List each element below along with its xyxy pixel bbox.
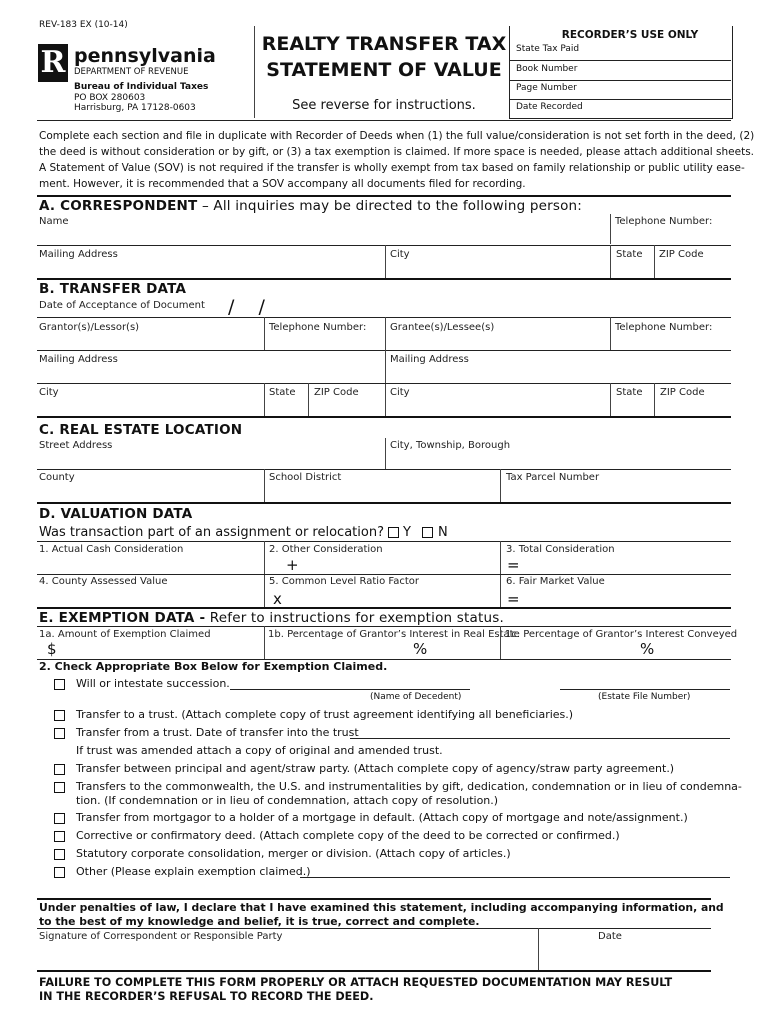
mortgagor-checkbox[interactable]: [54, 813, 65, 824]
fair-market-value-field[interactable]: 6. Fair Market Value: [506, 576, 605, 587]
section-c-title: C. REAL ESTATE LOCATION: [39, 422, 243, 438]
transfer-from-trust-checkbox[interactable]: [54, 728, 65, 739]
correspondent-zip-field[interactable]: ZIP Code: [659, 249, 704, 260]
total-consideration-field[interactable]: 3. Total Consideration: [506, 544, 615, 555]
declaration-statement: Under penalties of law, I declare that I have examined this statement, including accompanying information, and to the best of my knowledge and belief, it is true, correct and complete.: [39, 901, 724, 928]
title-line1: REALTY TRANSFER TAX: [261, 33, 507, 55]
grantor-mailing-field[interactable]: Mailing Address: [39, 354, 118, 365]
assignment-yes-label: Y: [403, 525, 411, 540]
will-succession-checkbox[interactable]: [54, 679, 65, 690]
assignment-no-checkbox[interactable]: [422, 527, 433, 538]
instructions-paragraph: Complete each section and file in duplicate with Recorder of Deeds when (1) the full value/consideration is not set forth in the deed, (2) the deed is without consideration or by gift, or (3) a tax exemption is claimed. If more space is needed, please attach additional sheets. A Statement of Value (SOV) is not required if the transfer is wholly exempt from tax based on family relationship or public utility ease- ment. However, it is recommended that a SOV accompany all documents filed for recording.: [39, 130, 755, 190]
assignment-yes-checkbox[interactable]: [388, 527, 399, 538]
decedent-caption: (Name of Decedent): [370, 692, 462, 702]
mortgagor-label: Transfer from mortgagor to a holder of a mortgage in default. (Attach copy of mortgage and note/assignment.): [76, 811, 688, 824]
equals-sign-total: =: [507, 556, 520, 574]
transfer-to-trust-label: Transfer to a trust. (Attach complete copy of trust agreement identifying all beneficiaries.): [76, 708, 574, 721]
recorders-use-heading: RECORDER’S USE ONLY: [561, 29, 699, 41]
date-recorded-field[interactable]: Date Recorded: [516, 102, 583, 112]
decedent-name-line[interactable]: [230, 689, 470, 690]
title-line2: STATEMENT OF VALUE: [266, 59, 502, 81]
transfer-from-trust-label: Transfer from a trust. Date of transfer into the trust: [76, 726, 359, 739]
dollar-sign: $: [47, 640, 57, 658]
times-sign: x: [273, 590, 282, 608]
statutory-corporate-checkbox[interactable]: [54, 849, 65, 860]
assignment-no-label: N: [438, 525, 448, 540]
equals-sign-market: =: [507, 590, 520, 608]
commonwealth-checkbox[interactable]: [54, 782, 65, 793]
po-box: PO BOX 280603: [74, 93, 146, 103]
correspondent-telephone-field[interactable]: Telephone Number:: [615, 216, 713, 227]
signature-date-field[interactable]: Date: [598, 931, 622, 942]
principal-agent-label: Transfer between principal and agent/straw party. (Attach complete copy of agency/straw party agreement.): [76, 762, 675, 775]
state-tax-paid-field[interactable]: State Tax Paid: [516, 44, 580, 54]
actual-cash-consideration-field[interactable]: 1. Actual Cash Consideration: [39, 544, 184, 555]
grantee-zip-field[interactable]: ZIP Code: [660, 387, 705, 398]
corrective-deed-checkbox[interactable]: [54, 831, 65, 842]
section-e-title: E. EXEMPTION DATA - Refer to instructions for exemption status.: [39, 610, 504, 626]
city-township-borough-field[interactable]: City, Township, Borough: [390, 440, 511, 451]
agency-name: pennsylvania: [74, 45, 216, 67]
grantee-mailing-field[interactable]: Mailing Address: [390, 354, 469, 365]
section-a-title: A. CORRESPONDENT – All inquiries may be directed to the following person:: [39, 198, 583, 214]
failure-warning: FAILURE TO COMPLETE THIS FORM PROPERLY OR ATTACH REQUESTED DOCUMENTATION MAY RESULT IN THE RECORDER’S REFUSAL TO RECORD THE DEED.: [39, 976, 673, 1003]
grantee-field[interactable]: Grantee(s)/Lessee(s): [390, 322, 495, 333]
other-explanation-line[interactable]: [300, 877, 730, 878]
other-exemption-label: Other (Please explain exemption claimed.): [76, 865, 311, 878]
grantor-zip-field[interactable]: ZIP Code: [314, 387, 359, 398]
transfer-to-trust-checkbox[interactable]: [54, 710, 65, 721]
estate-file-number-line[interactable]: [560, 689, 730, 690]
section-b-title: B. TRANSFER DATA: [39, 281, 187, 297]
department-name: DEPARTMENT OF REVENUE: [74, 67, 189, 77]
percent-sign-conveyed: %: [640, 640, 655, 658]
grantor-field[interactable]: Grantor(s)/Lessor(s): [39, 322, 140, 333]
date-acceptance-field[interactable]: / /: [228, 296, 265, 318]
commonwealth-label-line2: tion. (If condemnation or in lieu of condemnation, attach copy of resolution.): [76, 794, 499, 807]
city-state: Harrisburg, PA 17128-0603: [74, 103, 196, 113]
logo-letter: R: [40, 45, 66, 80]
common-level-ratio-field[interactable]: 5. Common Level Ratio Factor: [269, 576, 419, 587]
bureau-name: Bureau of Individual Taxes: [74, 82, 209, 92]
corrective-deed-label: Corrective or confirmatory deed. (Attach complete copy of the deed to be corrected or confirmed.): [76, 829, 620, 842]
signature-field[interactable]: Signature of Correspondent or Responsible Party: [39, 931, 283, 942]
correspondent-state-field[interactable]: State: [616, 249, 643, 260]
will-succession-label: Will or intestate succession.: [76, 677, 230, 690]
book-number-field[interactable]: Book Number: [516, 64, 578, 74]
grantor-interest-conveyed-field[interactable]: 1c. Percentage of Grantor’s Interest Conveyed: [505, 629, 738, 640]
amount-exemption-claimed-field[interactable]: 1a. Amount of Exemption Claimed: [39, 629, 211, 640]
correspondent-name-field[interactable]: Name: [39, 216, 69, 227]
other-consideration-field[interactable]: 2. Other Consideration: [269, 544, 383, 555]
percent-sign-real-estate: %: [413, 640, 428, 658]
assignment-question: Was transaction part of an assignment or relocation?: [39, 525, 384, 540]
other-exemption-checkbox[interactable]: [54, 867, 65, 878]
section-d-title: D. VALUATION DATA: [39, 506, 193, 522]
grantee-telephone-field[interactable]: Telephone Number:: [615, 322, 713, 333]
county-assessed-value-field[interactable]: 4. County Assessed Value: [39, 576, 168, 587]
statutory-corporate-label: Statutory corporate consolidation, merger or division. (Attach copy of articles.): [76, 847, 511, 860]
see-reverse-note: See reverse for instructions.: [292, 98, 476, 113]
pennsylvania-keystone-logo: [38, 44, 68, 82]
check-box-heading: 2. Check Appropriate Box Below for Exemption Claimed.: [39, 660, 388, 673]
tax-parcel-field[interactable]: Tax Parcel Number: [506, 472, 600, 483]
plus-sign: +: [286, 556, 299, 574]
grantee-state-field[interactable]: State: [616, 387, 643, 398]
page-number-field[interactable]: Page Number: [516, 83, 577, 93]
estate-file-caption: (Estate File Number): [598, 692, 691, 702]
street-address-field[interactable]: Street Address: [39, 440, 113, 451]
correspondent-city-field[interactable]: City: [390, 249, 410, 260]
correspondent-mailing-field[interactable]: Mailing Address: [39, 249, 118, 260]
form-code: REV-183 EX (10-14): [39, 20, 128, 30]
trust-amended-note: If trust was amended attach a copy of original and amended trust.: [76, 744, 443, 757]
school-district-field[interactable]: School District: [269, 472, 342, 483]
principal-agent-checkbox[interactable]: [54, 764, 65, 775]
trust-transfer-date-line[interactable]: [350, 738, 730, 739]
commonwealth-label-line1: Transfers to the commonwealth, the U.S. and instrumentalities by gift, dedication, condemnation or in lieu of condemna-: [76, 780, 742, 793]
grantor-interest-real-estate-field[interactable]: 1b. Percentage of Grantor’s Interest in Real Estate: [268, 629, 520, 640]
grantee-city-field[interactable]: City: [390, 387, 410, 398]
grantor-state-field[interactable]: State: [269, 387, 296, 398]
grantor-telephone-field[interactable]: Telephone Number:: [269, 322, 367, 333]
date-acceptance-label: Date of Acceptance of Document: [39, 300, 205, 311]
county-field[interactable]: County: [39, 472, 75, 483]
grantor-city-field[interactable]: City: [39, 387, 59, 398]
